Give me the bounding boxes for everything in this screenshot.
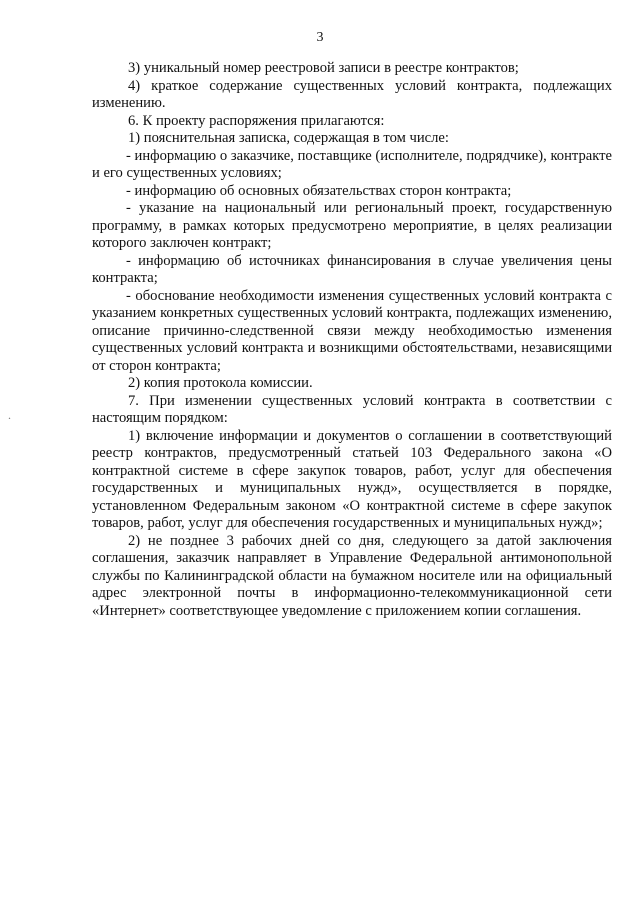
bullet-financing-sources: - информацию об источниках финансирования в случае увеличения цены контракта; [92,252,612,286]
paragraph-fas-notification: 2) не позднее 3 рабочих дней со дня, следующего за датой заключения соглашения, заказчик направляет в Управление Федеральной антимонопольной службы по Калининградской области на бумажном носителе или на официальный адрес электронной почты в информационно-телекоммуникационной сети «Интернет» соответствующее уведомление с приложением копии соглашения. [92,532,612,619]
paragraph-unique-registry-number: 3) уникальный номер реестровой записи в реестре контрактов; [128,60,519,76]
paragraph-commission-protocol: 2) копия протокола комиссии. [128,375,313,391]
page-number: 3 [316,30,324,45]
paragraph-explanatory-note: 1) пояснительная записка, содержащая в том числе: [128,130,449,146]
margin-mark: . [8,408,11,422]
paragraph-contract-summary: 4) краткое содержание существенных условий контракта, подлежащих изменению. [92,77,612,111]
paragraph-section-7-heading: 7. При изменении существенных условий контракта в соответствии с настоящим порядком: [92,392,612,426]
paragraph-section-6-heading: 6. К проекту распоряжения прилагаются: [128,112,385,129]
paragraph-registry-inclusion: 1) включение информации и документов о соглашении в соответствующий реестр контрактов, предусмотренный статьей 103 Федерального закона «О контрактной системе в сфере закупок товаров, работ, услуг для обеспечения государственных и муниципальных нужд», осуществляется в порядке, установленном Федеральным законом «О контрактной системе в сфере закупок товаров, работ, услуг для обеспечения государственных и муниципальных нужд»; [92,427,612,531]
bullet-justification: - обоснование необходимости изменения существенных условий контракта с указанием конкретных существенных условий контракта, подлежащих изменению, описание причинно-следственной связи между необходимостью изменения существенных условий контракта и возникщими обстоятельствами, независящими от сторон контракта; [92,287,612,374]
bullet-national-project: - указание на национальный или региональный проект, государственную программу, в рамках которых предусмотрено мероприятие, в целях реализации которого заключен контракт; [92,200,612,251]
bullet-customer-info: - информацию о заказчике, поставщике (исполнителе, подрядчике), контракте и его существенных условиях; [92,147,612,181]
bullet-obligations: - информацию об основных обязательствах сторон контракта; [126,182,512,199]
document-body [92,60,612,620]
